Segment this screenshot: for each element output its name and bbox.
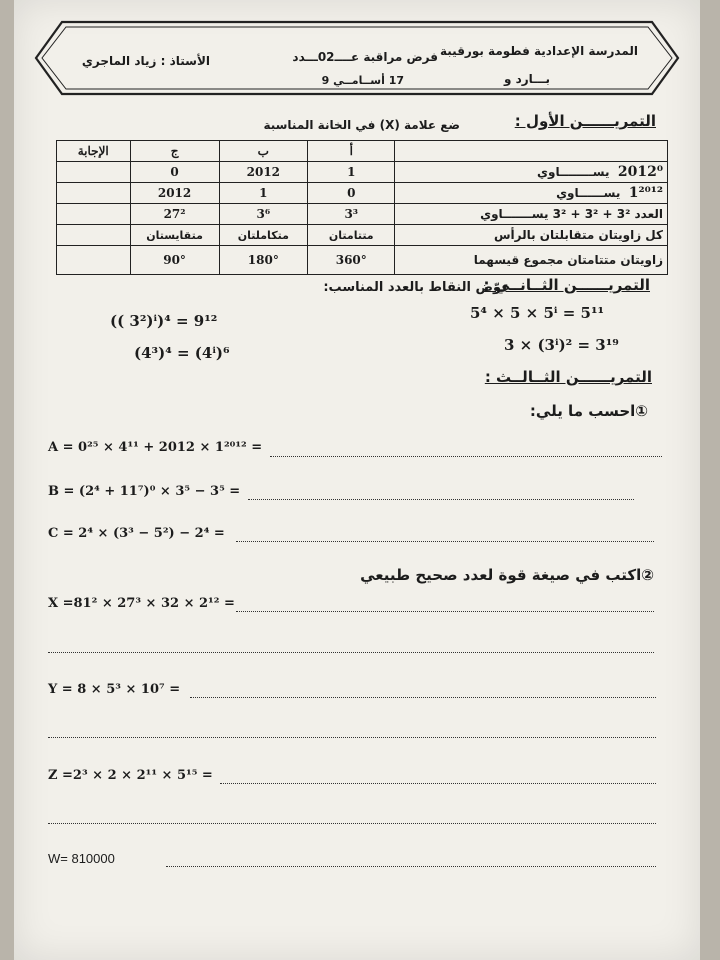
table-row [57, 204, 668, 225]
answer-line-c[interactable] [236, 541, 654, 542]
option-b: 2012 [219, 162, 307, 183]
col-question [395, 141, 668, 162]
answer-line-y-2[interactable] [48, 737, 656, 738]
option-b: 3⁶ [219, 204, 307, 225]
option-b: متكاملتان [219, 225, 307, 246]
option-c: متقايستان [130, 225, 219, 246]
expr-y: Y = 8 × 5³ × 10⁷ = [48, 682, 181, 697]
question-math: 1²⁰¹² [628, 185, 663, 201]
question-math: 2012⁰ [617, 164, 663, 180]
answer-cell[interactable] [57, 246, 131, 275]
option-a: 1 [308, 162, 395, 183]
answer-cell[interactable] [57, 162, 131, 183]
col-a: أ [308, 141, 395, 162]
expr-w: W= 810000 [48, 851, 115, 866]
option-a: 0 [308, 183, 395, 204]
expr-z: Z =2³ × 2 × 2¹¹ × 5¹⁵ = [48, 768, 213, 783]
option-a: 360° [308, 246, 395, 275]
answer-line-z-2[interactable] [48, 823, 656, 824]
answer-line-b[interactable] [248, 499, 634, 500]
ex1-instruction: ضع علامة (X) في الخانة المناسبة [263, 118, 460, 132]
table-header-row [57, 141, 668, 162]
question-cell [395, 183, 668, 204]
question-text: يســــــاوي [556, 186, 621, 200]
ex3-part1: ①احسب ما يلي: [529, 402, 648, 420]
question-cell: العدد 3² + 3² + 3² يســـــــاوي [395, 204, 668, 225]
answer-cell[interactable] [57, 225, 131, 246]
answer-line-y-1[interactable] [190, 697, 656, 698]
col-c: ج [130, 141, 219, 162]
option-a: متتامتان [308, 225, 395, 246]
answer-line-w[interactable] [166, 866, 656, 867]
ex1-table [56, 140, 668, 275]
question-cell [395, 162, 668, 183]
teacher-name: الأستاذ : زياد الماجري [81, 54, 210, 68]
expr-c: C = 2⁴ × (3³ − 5²) − 2⁴ = [48, 526, 225, 541]
exam-sheet [14, 0, 700, 960]
table-row [57, 183, 668, 204]
col-b: ب [219, 141, 307, 162]
option-b: 180° [219, 246, 307, 275]
answer-cell[interactable] [57, 183, 131, 204]
ex2-instruction: عوّض النقاط بالعدد المناسب: [323, 280, 510, 295]
exam-title: فرض مراقبة عــــ02ـــدد [292, 50, 438, 64]
question-text: يســــــــاوي [537, 165, 610, 179]
answer-line-z-1[interactable] [220, 783, 656, 784]
table-row [57, 225, 668, 246]
col-answer: الإجابة [57, 141, 131, 162]
exam-date: 17 أســامــي 9 [321, 74, 404, 87]
option-c: 0 [130, 162, 219, 183]
table-row [57, 162, 668, 183]
ex1-title: التمريــــــن الأول : [514, 112, 656, 130]
ex3-title: التمريــــــن الثــالــث : [484, 368, 652, 386]
question-cell: زاويتان متتامتان مجموع قيسهما [395, 246, 668, 275]
ex2-title: التمريــــــن الثــانــي : [483, 276, 650, 294]
answer-line-a[interactable] [270, 456, 662, 457]
city-name: بـــارد و [503, 72, 550, 86]
ex2-item-3: 3 × (3ⁱ)² = 3¹⁹ [504, 336, 619, 354]
option-c: 90° [130, 246, 219, 275]
expr-b: B = (2⁴ + 11⁷)⁰ × 3⁵ − 3⁵ = [48, 484, 241, 499]
question-cell: كل زاويتان متقابلتان بالرأس [395, 225, 668, 246]
option-a: 3³ [308, 204, 395, 225]
ex2-item-1: 5⁴ × 5 × 5ⁱ = 5¹¹ [470, 304, 605, 322]
answer-line-x-1[interactable] [236, 611, 654, 612]
ex2-item-4: (4³)⁴ = (4ⁱ)⁶ [134, 344, 230, 362]
ex2-item-2: (( 3²)ⁱ)⁴ = 9¹² [110, 312, 218, 330]
answer-line-x-2[interactable] [48, 652, 654, 653]
ex3-part2: ②اكتب في صيغة قوة لعدد صحيح طبيعي [360, 566, 654, 584]
table-row [57, 246, 668, 275]
expr-a: A = 0²⁵ × 4¹¹ + 2012 × 1²⁰¹² = [48, 440, 263, 455]
option-c: 2012 [130, 183, 219, 204]
answer-cell[interactable] [57, 204, 131, 225]
option-c: 27² [130, 204, 219, 225]
expr-x: X =81² × 27³ × 32 × 2¹² = [48, 596, 235, 611]
school-name: المدرسة الإعدادية فطومة بورقيبة [440, 44, 638, 58]
option-b: 1 [219, 183, 307, 204]
